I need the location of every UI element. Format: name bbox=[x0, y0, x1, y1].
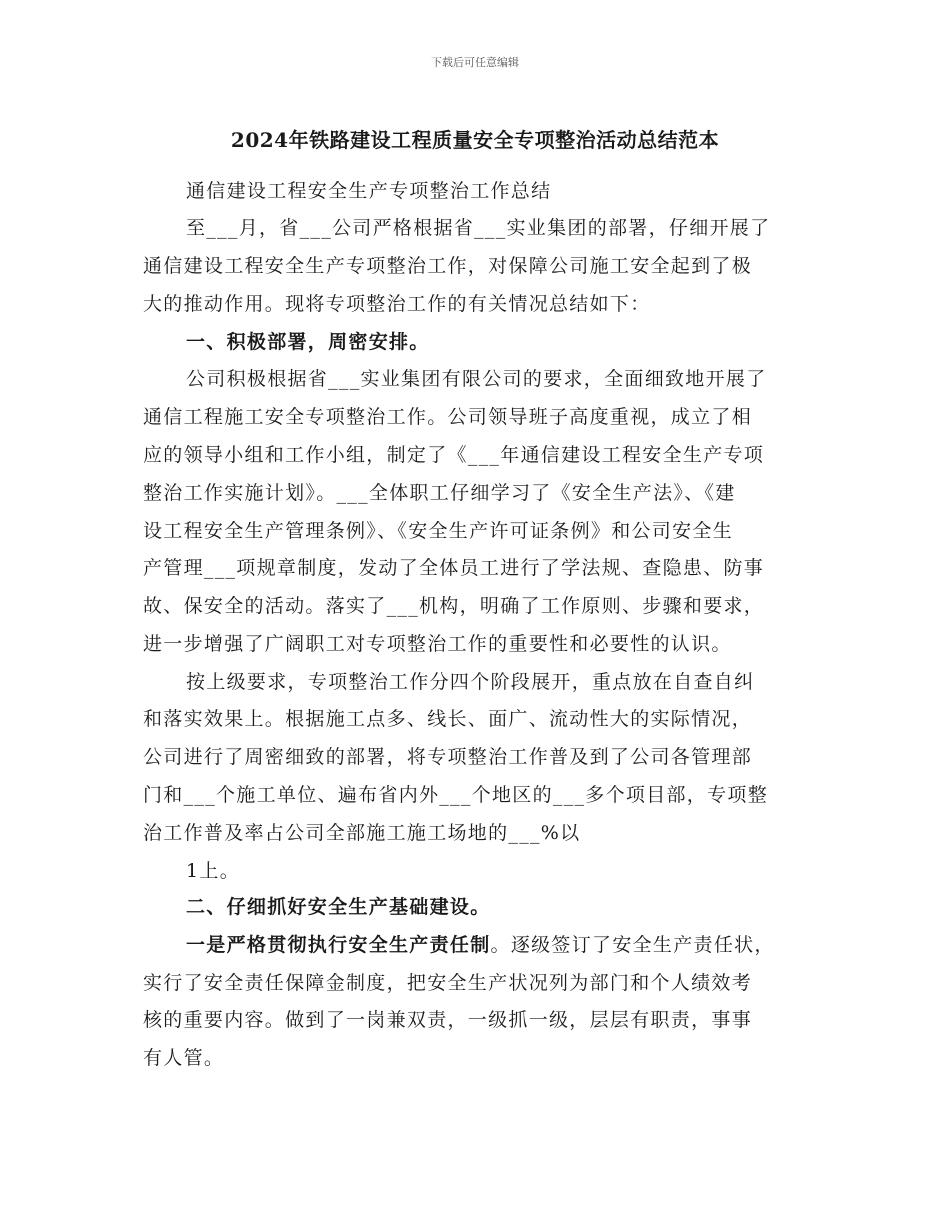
body-line bbox=[143, 289, 651, 316]
line-text: 治工作普及率占公司全部施工施工场地的___%以 bbox=[143, 822, 581, 844]
line-text: 整治工作实施计划》。___全体职工仔细学习了《安全生产法》、《建 bbox=[143, 482, 736, 504]
body-line bbox=[143, 742, 752, 769]
line-text: 门和___个施工单位、遍布省内外___个地区的___多个项目部，专项整 bbox=[143, 784, 769, 806]
line-text: 进一步增强了广阔职工对专项整治工作的重要性和必要性的认识。 bbox=[143, 633, 732, 655]
body-line bbox=[143, 402, 752, 429]
line-text: 公司积极根据省___实业集团有限公司的要求，全面细致地开展了 bbox=[186, 368, 767, 390]
header-note: 下载后可任意编辑 bbox=[431, 56, 519, 69]
line-text: 公司进行了周密细致的部署，将专项整治工作普及到了公司各管理部 bbox=[143, 746, 753, 768]
line-text: 1上。 bbox=[186, 860, 240, 882]
line-text: 通信建设工程安全生产专项整治工作总结 bbox=[186, 180, 552, 202]
body-line bbox=[186, 327, 430, 354]
body-line bbox=[143, 251, 752, 278]
line-text: 。逐级签订了安全生产责任状， bbox=[490, 934, 775, 956]
line-text: 故、保安全的活动。落实了___机构，明确了工作原则、步骤和要求， bbox=[143, 595, 765, 617]
body-line bbox=[186, 213, 770, 240]
body-line bbox=[143, 818, 580, 845]
body-line bbox=[143, 516, 733, 543]
body-line bbox=[186, 176, 551, 203]
line-text: 有人管。 bbox=[143, 1047, 225, 1069]
line-text: 应的领导小组和工作小组，制定了《___年通信建设工程安全生产专项 bbox=[143, 444, 765, 466]
line-text: 至___月，省___公司严格根据省___实业集团的部署，仔细开展了 bbox=[186, 217, 771, 239]
line-text: 通信工程施工安全专项整治工作。公司领导班子高度重视，成立了相 bbox=[143, 406, 753, 428]
document-title: 2024年铁路建设工程质量安全专项整治活动总结范本 bbox=[230, 128, 720, 152]
body-line bbox=[143, 478, 736, 505]
body-line bbox=[143, 591, 764, 618]
line-text: 实行了安全责任保障金制度，把安全生产状况列为部门和个人绩效考 bbox=[143, 972, 753, 994]
bold-lead-phrase: 一是严格贯彻执行安全生产责任制 bbox=[186, 934, 491, 956]
body-line bbox=[143, 780, 768, 807]
body-line bbox=[143, 553, 764, 580]
line-text: 和落实效果上。根据施工点多、线长、面广、流动性大的实际情况， bbox=[143, 708, 753, 730]
line-text: 设工程安全生产管理条例》、《安全生产许可证条例》和公司安全生 bbox=[143, 520, 734, 542]
line-text: 二、仔细抓好安全生产基础建设。 bbox=[186, 896, 491, 918]
body-line bbox=[186, 892, 491, 919]
line-text: 核的重要内容。做到了一岗兼双责，一级抓一级，层层有职责，事事 bbox=[143, 1009, 753, 1031]
body-line bbox=[186, 930, 775, 957]
body-line bbox=[143, 440, 764, 467]
body-line bbox=[143, 704, 752, 731]
line-text: 按上级要求，专项整治工作分四个阶段展开，重点放在自查自纠 bbox=[186, 671, 755, 693]
body-line bbox=[186, 856, 240, 883]
body-line bbox=[186, 667, 754, 694]
body-line bbox=[143, 629, 732, 656]
line-text: 大的推动作用。现将专项整治工作的有关情况总结如下： bbox=[143, 293, 651, 315]
body-line bbox=[143, 1043, 224, 1070]
line-text: 一、积极部署，周密安排。 bbox=[186, 331, 430, 353]
body-line bbox=[143, 968, 752, 995]
line-text: 产管理___项规章制度，发动了全体员工进行了学法规、查隐患、防事 bbox=[143, 557, 765, 579]
body-line bbox=[186, 364, 767, 391]
body-line bbox=[143, 1005, 752, 1032]
line-text: 通信建设工程安全生产专项整治工作，对保障公司施工安全起到了极 bbox=[143, 255, 753, 277]
